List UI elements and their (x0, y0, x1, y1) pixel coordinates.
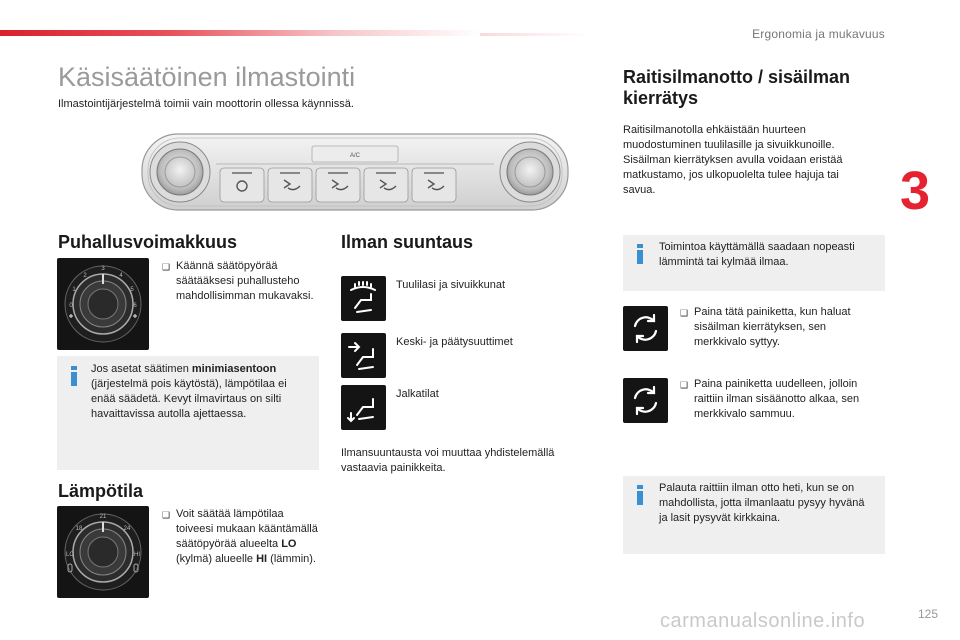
info-box-blower (57, 356, 319, 470)
blower-dial-photo (57, 258, 149, 350)
recirculation-off-text: Paina painiketta uudelleen, jolloin raittiin ilman sisäänotto alkaa, sen merkkivalo sammuu. (694, 378, 860, 420)
recirculation-on-icon (623, 306, 668, 351)
air-direction-label-3: Jalkatilat (396, 388, 439, 400)
bullet-icon: ❑ (680, 308, 689, 318)
blower-dial-icon (57, 258, 149, 350)
info-icon (637, 485, 643, 505)
temp-label-24: 24 (123, 526, 131, 532)
info-icon (637, 244, 643, 264)
recirculation-on-instruction (680, 305, 880, 350)
blower-tick-4: 4 (119, 273, 123, 279)
blower-tick-0: 0 (69, 303, 73, 309)
footwell-vent-icon (341, 385, 386, 430)
air-direction-label-2: Keski- ja päätysuuttimet (396, 336, 513, 348)
temp-label-lo: LO (65, 552, 75, 558)
section-label: Ergonomia ja mukavuus (752, 27, 885, 41)
air-direction-label-1: Tuulilasi ja sivuikkunat (396, 279, 506, 291)
blower-tick-2: 2 (83, 273, 87, 279)
info-box-air-quality (623, 476, 885, 554)
page-title: Käsisäätöinen ilmastointi (58, 62, 356, 92)
recirculation-off-icon (623, 378, 668, 423)
bullet-icon: ❑ (680, 380, 689, 390)
bullet-icon: ❑ (162, 262, 171, 272)
temp-label-hi: HI (134, 552, 140, 558)
section-title-temperature: Lämpötila (58, 481, 144, 501)
climate-control-panel-illustration (140, 128, 570, 216)
info-text-air-quality: Palauta raittiin ilman otto heti, kun se on mahdollista, jotta ilmanlaatu pysyy hyvänä ja lasit pysyvät kirkkaina. (659, 482, 865, 524)
info-text-blower: Jos asetat säätimen minimiasentoon (järjestelmä pois käytöstä), lämpötilaa ei enää säädetä. Kevyt ilmavirtaus on silti havaittavissa autolla ajettaessa. (91, 363, 287, 420)
info-text-quick-air: Toimintoa käyttämällä saadaan nopeasti lämmintä tai kylmää ilmaa. (659, 241, 855, 268)
blower-tick-5: 5 (130, 287, 134, 293)
temperature-dial-icon (57, 506, 149, 598)
chapter-number: 3 (900, 161, 931, 221)
temp-label-21: 21 (99, 514, 107, 520)
windscreen-vent-icon (341, 276, 386, 321)
air-direction-footer: Ilmansuuntausta voi muuttaa yhdistelemällä vastaavia painikkeita. (341, 447, 555, 474)
recirculation-off-instruction (680, 377, 880, 422)
section-title-blower: Puhallusvoimakkuus (58, 232, 238, 252)
blower-instruction-text: Käännä säätöpyörää säätääksesi puhallusteho mahdollisimman mukavaksi. (176, 260, 314, 302)
temperature-instruction-text: Voit säätää lämpötilaa toiveesi mukaan kääntämällä säätöpyörää alueelta LO (kylmä) alueelle HI (lämmin). (176, 508, 318, 565)
face-vent-icon (341, 333, 386, 378)
header-accent-fade (480, 33, 590, 36)
bullet-icon: ❑ (162, 510, 171, 520)
intro-text: Ilmastointijärjestelmä toimii vain moottorin ollessa käynnissä. (58, 98, 354, 110)
temperature-instruction (162, 507, 322, 567)
header-accent-bar (0, 30, 480, 36)
watermark: carmanualsonline.info (660, 610, 866, 632)
blower-tick-3: 3 (101, 266, 105, 272)
recirculation-intro: Raitisilmanotolla ehkäistään huurteen muodostuminen tuulilasille ja sivuikkunoille. Sisäilman kierrätyksen avulla voidaan eristää matkustamo, jos ulkopuolelta tulee hajuja tai savua. (623, 124, 843, 196)
info-icon (71, 366, 77, 386)
section-title-air-distribution: Ilman suuntaus (341, 232, 474, 252)
section-title-recirculation: Raitisilmanotto / sisäilman kierrätys (623, 67, 851, 108)
page-number: 125 (917, 607, 938, 621)
ac-button-label: A/C (349, 153, 361, 159)
blower-instruction (162, 259, 322, 304)
recirculation-on-text: Paina tätä painiketta, kun haluat sisäilman kierrätyksen, sen merkkivalo syttyy. (694, 306, 851, 348)
blower-tick-1: 1 (72, 287, 76, 293)
temperature-dial-photo (57, 506, 149, 598)
info-box-quick-air (623, 235, 885, 291)
temp-label-18: 18 (75, 526, 83, 532)
blower-tick-6: 6 (133, 303, 137, 309)
